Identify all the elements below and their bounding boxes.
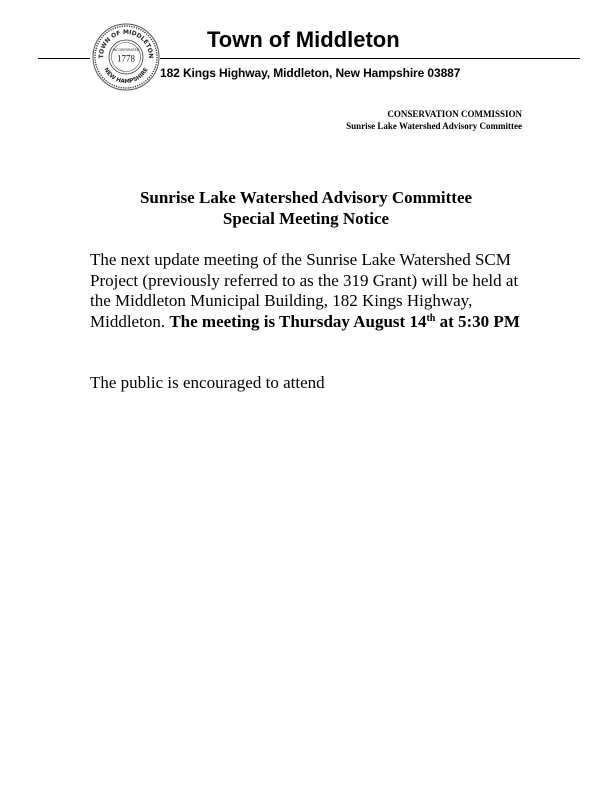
notice-title-line2: Special Meeting Notice xyxy=(222,209,390,228)
letterhead-rule-right xyxy=(160,58,580,59)
department-name: CONSERVATION COMMISSION xyxy=(387,109,522,119)
notice-body-paragraph xyxy=(90,250,525,332)
meeting-time-text: at 5:30 PM xyxy=(435,311,520,331)
svg-text:NEW HAMPSHIRE: NEW HAMPSHIRE xyxy=(102,67,150,86)
town-address: 182 Kings Highway, Middleton, New Hampshire 03887 xyxy=(160,66,461,80)
meeting-date-text: The meeting is Thursday August 14 xyxy=(169,311,427,331)
department-block xyxy=(346,108,522,132)
notice-body-intro: The next update meeting of the Sunrise Lake Watershed SCM Project (previously referred to as the 319 Grant) will be held at the Middleton Municipal Building, 182 Kings Highway, Middleton. xyxy=(90,250,519,331)
svg-text:TOWN OF MIDDLETON: TOWN OF MIDDLETON xyxy=(97,28,155,59)
notice-title-line1: Sunrise Lake Watershed Advisory Committee xyxy=(139,188,473,207)
committee-name: Sunrise Lake Watershed Advisory Committee xyxy=(346,121,522,131)
letterhead xyxy=(0,0,612,100)
letterhead-rule-left xyxy=(38,58,90,59)
town-seal-logo xyxy=(92,23,160,91)
svg-text:1778: 1778 xyxy=(117,53,135,64)
meeting-datetime xyxy=(169,312,520,331)
svg-text:INCORPORATED: INCORPORATED xyxy=(112,48,140,52)
town-name-heading: Town of Middleton xyxy=(207,27,400,52)
public-invitation: The public is encouraged to attend xyxy=(90,373,325,392)
notice-title xyxy=(0,187,612,229)
meeting-date-ordinal: th xyxy=(426,312,436,324)
